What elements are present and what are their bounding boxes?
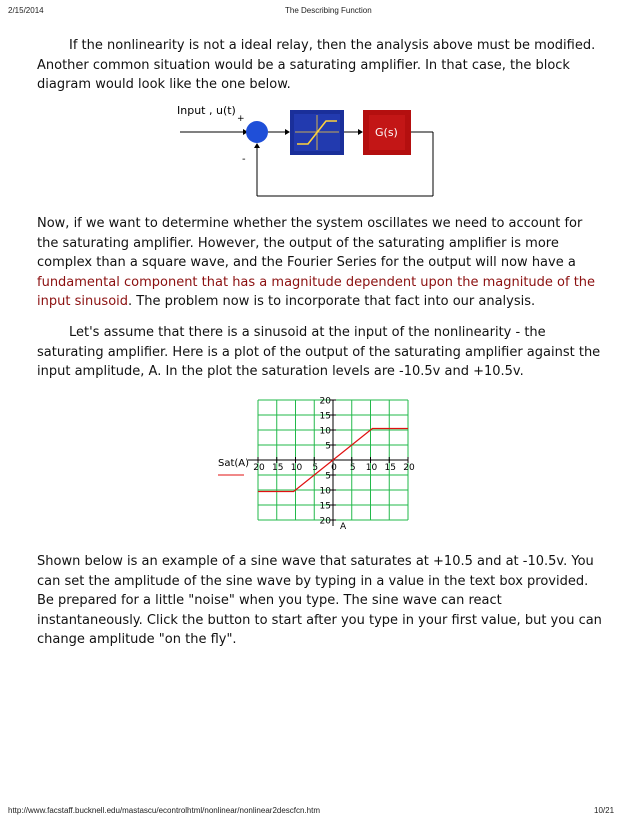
paragraph-fourier-text-a: Now, if we want to determine whether the system oscillates we need to account for the saturating amplifier. However, the output of the saturating amplifier is more complex than a square wave, and the Fourier Series for the output will now have a (37, 216, 583, 270)
sat-to-plant-arrowhead (358, 129, 363, 135)
paragraph-sinusoid (37, 323, 605, 382)
y-tick-label: 15 (319, 411, 331, 422)
header-title: The Describing Function (285, 6, 372, 15)
x-tick-label: 10 (290, 463, 303, 473)
footer-url[interactable]: http://www.facstaff.bucknell.edu/mastascu/econtrolhtml/nonlinear/nonlinear2descfcn.htm (8, 806, 321, 815)
x-tick-label: 20 (403, 463, 415, 473)
plus-sign: + (237, 114, 245, 124)
y-axis-label: Sat(A) (218, 458, 250, 469)
footer-page-number: 10/21 (594, 806, 615, 815)
paragraph-intro (37, 36, 605, 95)
paragraph-sinusoid-text: Let's assume that there is a sinusoid at the input of the nonlinearity - the saturating amplifier. Here is a plot of the output of the saturating amplifier against the input amplitude, A. In the plot the saturation levels are -10.5v and +10.5v. (37, 325, 601, 379)
block-diagram (170, 100, 440, 204)
paragraph-fourier (37, 214, 605, 312)
x-tick-label: 10 (365, 463, 378, 473)
saturation-chart (214, 396, 420, 532)
minus-sign: - (242, 154, 246, 165)
paragraph-example-text: Shown below is an example of a sine wave that saturates at +10.5 and at -10.5v. You can set the amplitude of the sine wave by typing in a value in the text box provided. Be prepared for a little "noise" when you type. The sine wave can react instantaneously. Click the button to start after you type in your first value, but you can change amplitude "on the fly". (37, 554, 602, 647)
plant-label: G(s) (375, 126, 398, 139)
x-axis-label: A (340, 522, 347, 532)
y-tick-label: 10 (319, 426, 331, 437)
x-tick-label: 5 (312, 463, 319, 473)
x-tick-label: 15 (272, 463, 284, 473)
paragraph-intro-text: If the nonlinearity is not a ideal relay, then the analysis above must be modified. Another common situation would be a saturating amplifier. In that case, the block diagram would look like the one below. (37, 38, 596, 92)
y-tick-label: 15 (319, 501, 331, 512)
y-tick-label: 5 (325, 471, 331, 482)
y-tick-label: 10 (319, 486, 331, 497)
x-tick-label: 5 (349, 463, 356, 473)
x-tick-label: 20 (253, 463, 265, 473)
summer-to-sat-arrowhead (285, 129, 290, 135)
paragraph-fourier-text-b: . The problem now is to incorporate that fact into our analysis. (128, 294, 536, 309)
chart-ticks (253, 397, 415, 527)
feedback-arrowhead (254, 143, 260, 148)
header-date: 2/15/2014 (8, 6, 44, 15)
y-tick-label: 20 (319, 396, 331, 407)
x-tick-label: 0 (331, 463, 337, 473)
paragraph-example (37, 552, 605, 650)
input-label: Input , u(t) (177, 104, 236, 117)
y-tick-label: 20 (319, 516, 331, 527)
y-tick-label: 5 (325, 441, 331, 452)
x-tick-label: 15 (384, 463, 396, 473)
summing-junction (246, 121, 268, 143)
fundamental-component-link[interactable]: fundamental component that has a magnitude dependent upon the magnitude of the input sinusoid (37, 274, 596, 309)
